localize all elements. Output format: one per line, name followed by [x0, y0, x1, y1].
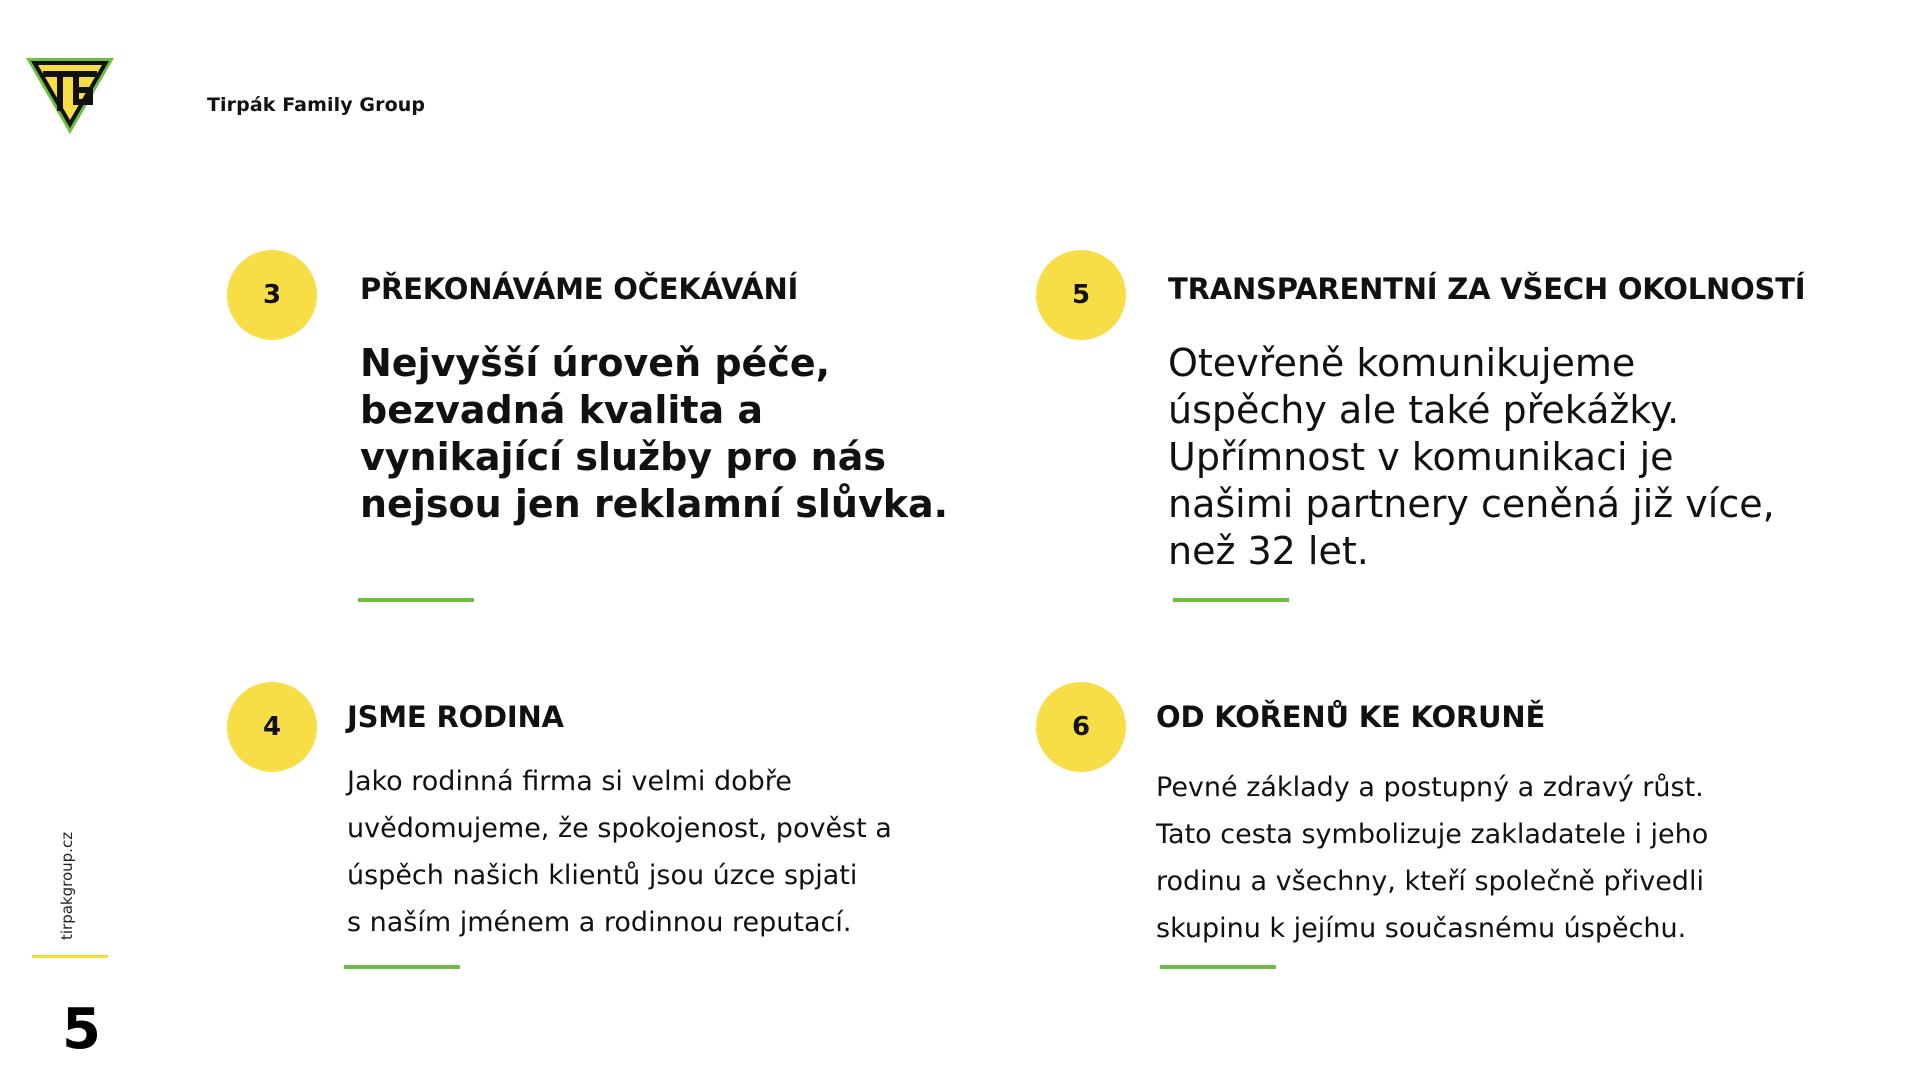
tfg-triangle-logo-icon [24, 56, 116, 136]
section-text [347, 758, 892, 946]
text-line: než 32 let. [1168, 529, 1369, 573]
accent-line [1173, 598, 1289, 602]
accent-line [1160, 965, 1276, 969]
text-line: Upřímnost v komunikaci je [1168, 435, 1674, 479]
brand-name: Tirpák Family Group [207, 94, 426, 116]
text-line: našimi partnery ceněná již více, [1168, 482, 1775, 526]
text-line: Otevřeně komunikujeme [1168, 341, 1636, 385]
text-line: úspěch našich klientů jsou úzce spjati [347, 860, 858, 891]
section-title: OD KOŘENŮ KE KORUNĚ [1156, 700, 1546, 734]
section-text [1168, 340, 1775, 575]
text-line: nejsou jen reklamní slůvka. [360, 482, 949, 526]
page-number: 5 [62, 997, 101, 1062]
section-text [360, 340, 948, 528]
text-line: Pevné základy a postupný a zdravý růst. [1156, 772, 1704, 803]
text-line: bezvadná kvalita a [360, 388, 764, 432]
text-line: s naším jménem a rodinnou reputací. [347, 907, 852, 938]
text-line: úspěchy ale také překážky. [1168, 388, 1680, 432]
text-line: Jako rodinná firma si velmi dobře [347, 766, 792, 797]
section-badge: 4 [227, 682, 317, 772]
section-title: PŘEKONÁVÁME OČEKÁVÁNÍ [360, 272, 799, 306]
accent-line [358, 598, 474, 602]
text-line: Tato cesta symbolizuje zakladatele i jeho [1156, 819, 1709, 850]
text-line: uvědomujeme, že spokojenost, pověst a [347, 813, 892, 844]
accent-line [344, 965, 460, 969]
section-badge: 3 [227, 250, 317, 340]
side-url: tirpakgroup.cz [58, 831, 76, 940]
section-text [1156, 764, 1708, 952]
text-line: rodinu a všechny, kteří společně přivedli [1156, 866, 1704, 897]
side-divider [32, 955, 108, 958]
section-title: JSME RODINA [347, 700, 564, 734]
section-title: TRANSPARENTNÍ ZA VŠECH OKOLNOSTÍ [1168, 272, 1806, 306]
text-line: vynikající služby pro nás [360, 435, 886, 479]
section-badge: 6 [1036, 682, 1126, 772]
text-line: Nejvyšší úroveň péče, [360, 341, 831, 385]
text-line: skupinu k jejímu současnému úspěchu. [1156, 913, 1687, 944]
section-badge: 5 [1036, 250, 1126, 340]
